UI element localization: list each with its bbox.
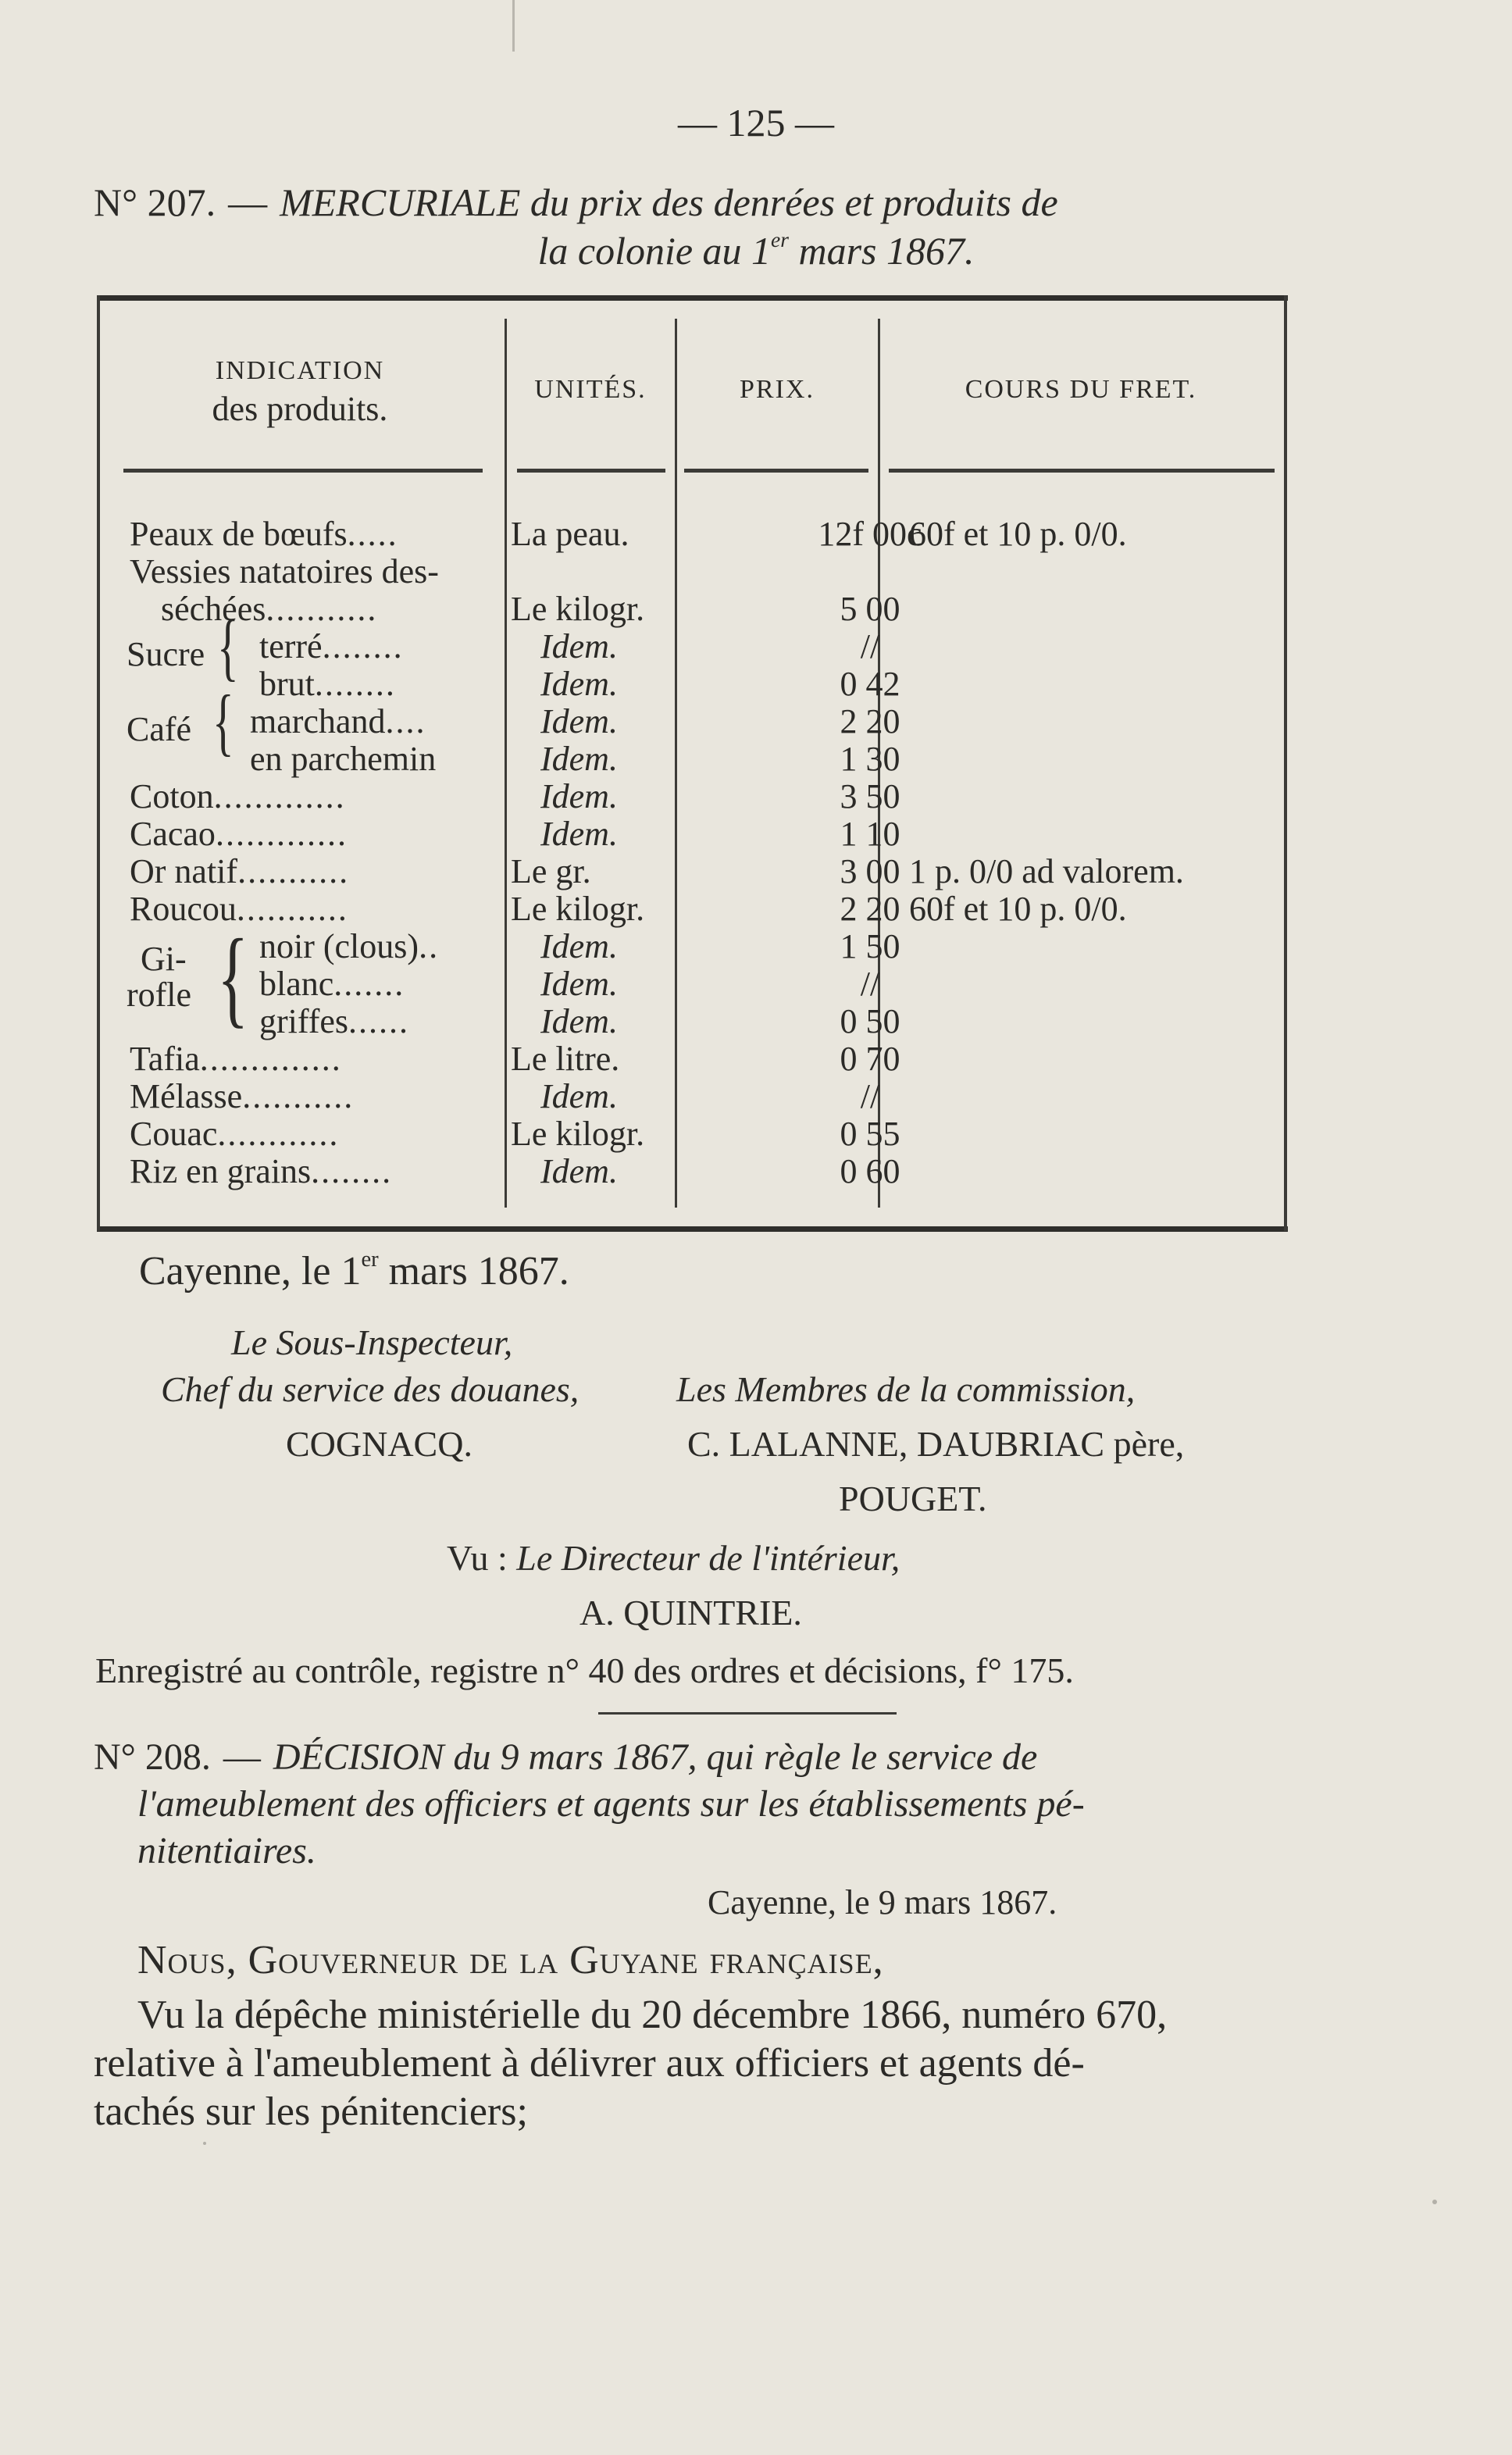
unit-cell: Le kilogr.	[511, 1115, 645, 1153]
group-girofle-line2: rofle	[127, 976, 192, 1014]
brace-cafe: {	[212, 680, 234, 763]
product-name	[130, 1151, 590, 1191]
place-date-suffix: mars 1867.	[378, 1249, 569, 1294]
price-cell: //	[860, 965, 880, 1003]
product-label: Vessies natatoires des-	[130, 552, 439, 591]
sig-left-title-1: Le Sous-Inspecteur,	[231, 1322, 513, 1362]
product-label: Couac	[130, 1115, 218, 1153]
table-row	[97, 776, 1288, 814]
decision-207-dash: —	[228, 180, 268, 224]
unit-cell: Idem.	[540, 815, 618, 853]
title-line2-sup: er	[771, 227, 789, 252]
table-row	[97, 1151, 1288, 1189]
product-label: Cacao	[130, 815, 216, 853]
leader-dots: ..	[419, 927, 440, 965]
price-cell: 0 42	[840, 665, 900, 703]
decision-208-place-date: Cayenne, le 9 mars 1867.	[708, 1883, 1057, 1922]
price-cell: 1 30	[840, 740, 900, 778]
table-row	[97, 1039, 1288, 1076]
product-label: Or natif	[130, 852, 238, 890]
unit-cell: Idem.	[540, 1002, 618, 1040]
header-indication-bottom: des produits.	[212, 390, 388, 428]
unit-cell: Idem.	[540, 1077, 618, 1115]
table-row	[97, 926, 1288, 964]
leader-dots: ...........	[266, 590, 378, 628]
product-name	[130, 814, 590, 854]
decision-207-number: N° 207.	[94, 180, 216, 224]
sig-left-name: COGNACQ.	[286, 1424, 472, 1464]
section-separator	[598, 1712, 897, 1715]
table-row	[97, 964, 1288, 1001]
vu-title: Le Directeur de l'intérieur,	[516, 1538, 900, 1578]
table-row	[97, 1114, 1288, 1151]
header-underline-price	[684, 469, 868, 473]
leader-dots: .....	[347, 515, 398, 553]
decision-207-heading	[94, 180, 1058, 225]
product-label: Coton	[130, 777, 214, 815]
leader-dots: ........	[322, 627, 404, 665]
price-cell: 3 00	[840, 852, 900, 890]
unit-cell: Idem.	[540, 627, 618, 665]
price-cell: 12f 00c	[818, 515, 922, 553]
page-number: — 125 —	[678, 101, 834, 145]
product-label: en parchemin	[250, 740, 437, 778]
table-row	[97, 851, 1288, 889]
table-row	[97, 514, 1288, 551]
product-label: séchées	[161, 590, 266, 628]
table-top-rule	[97, 295, 1288, 301]
price-cell: //	[860, 627, 880, 665]
table-row	[97, 551, 1288, 589]
leader-dots: ........	[311, 1152, 393, 1190]
leader-dots: ......	[348, 1002, 410, 1040]
leader-dots: ...........	[237, 852, 350, 890]
unit-cell: Idem.	[540, 702, 618, 740]
price-cell: 0 55	[840, 1115, 900, 1153]
decision-208-number: N° 208.	[94, 1736, 211, 1778]
registration-line: Enregistré au contrôle, registre n° 40 des ordres et décisions, f° 175.	[95, 1650, 1074, 1690]
table-row	[97, 739, 1288, 776]
leader-dots: ....	[385, 702, 426, 740]
unit-cell: Idem.	[540, 740, 618, 778]
unit-cell: Le gr.	[511, 852, 591, 890]
decision-208-para-line1: Vu la dépêche ministérielle du 20 décembre 1866, numéro 670,	[137, 1993, 1168, 2037]
product-label: brut	[259, 665, 315, 703]
price-cell: 1 50	[840, 927, 900, 965]
freight-cell: 60f et 10 p. 0/0.	[909, 890, 1127, 928]
price-cell: 3 50	[840, 777, 900, 815]
product-label: marchand	[250, 702, 386, 740]
unit-cell: Idem.	[540, 1152, 618, 1190]
decision-208-line1: DÉCISION du 9 mars 1867, qui règle le service de	[273, 1736, 1038, 1778]
place-date-207	[139, 1248, 569, 1294]
decision-208-para-line2: relative à l'ameublement à délivrer aux officiers et agents dé-	[94, 2041, 1085, 2086]
product-label: Tafia	[130, 1040, 200, 1078]
table-bottom-rule	[97, 1226, 1288, 1232]
header-underline-freight	[889, 469, 1275, 473]
unit-cell: Idem.	[540, 965, 618, 1003]
product-name	[130, 776, 590, 816]
product-label: Mélasse	[130, 1077, 243, 1115]
product-name	[130, 1076, 590, 1116]
price-cell: //	[860, 1077, 880, 1115]
product-label: Peaux de bœufs	[130, 515, 348, 553]
page-edge-mark	[512, 0, 515, 52]
paper-speck	[1432, 2200, 1437, 2204]
decision-208-line3: nitentiaires.	[137, 1830, 316, 1872]
unit-cell: Idem.	[540, 777, 618, 815]
decision-208-para-line3: tachés sur les pénitenciers;	[94, 2089, 528, 2134]
product-label: Roucou	[130, 890, 237, 928]
decision-207-title-line1: MERCURIALE du prix des denrées et produits de	[280, 180, 1058, 224]
table-row	[97, 889, 1288, 926]
leader-dots: .......	[333, 965, 405, 1003]
price-cell: 2 20	[840, 702, 900, 740]
sig-right-title: Les Membres de la commission,	[676, 1369, 1136, 1409]
vu-line	[447, 1537, 900, 1579]
decision-208-heading	[94, 1736, 1037, 1779]
header-indication-top: INDICATION	[215, 356, 385, 385]
unit-cell: Le litre.	[511, 1040, 620, 1078]
table-row	[97, 701, 1288, 739]
leader-dots: ..............	[199, 1040, 342, 1078]
vu-label: Vu :	[447, 1538, 508, 1578]
price-cell: 2 20	[840, 890, 900, 928]
price-cell: 0 70	[840, 1040, 900, 1078]
price-cell: 0 60	[840, 1152, 900, 1190]
leader-dots: .............	[215, 815, 348, 853]
leader-dots: ...........	[236, 890, 348, 928]
brace-girofle: {	[217, 917, 249, 1038]
price-table	[97, 295, 1288, 1233]
decision-208-opening: Nous, Gouverneur de la Guyane française,	[137, 1938, 884, 1982]
header-price: PRIX.	[740, 375, 815, 404]
freight-cell: 60f et 10 p. 0/0.	[909, 515, 1127, 553]
decision-208-line2: l'ameublement des officiers et agents sur les établissements pé-	[137, 1783, 1085, 1825]
product-name	[130, 551, 590, 591]
unit-cell: La peau.	[511, 515, 629, 553]
product-label: noir (clous)	[259, 927, 419, 965]
unit-cell: Idem.	[540, 665, 618, 703]
header-underline-units	[517, 469, 665, 473]
table-row	[97, 664, 1288, 701]
price-cell: 0 50	[840, 1002, 900, 1040]
title-line2-prefix: la colonie au 1	[537, 229, 772, 273]
header-freight: COURS DU FRET.	[965, 375, 1197, 404]
product-label: blanc	[259, 965, 334, 1003]
price-cell: 5 00	[840, 590, 900, 628]
leader-dots: ...........	[242, 1077, 355, 1115]
place-date-prefix: Cayenne, le 1	[139, 1249, 362, 1294]
unit-cell: Idem.	[540, 927, 618, 965]
product-label: terré	[259, 627, 323, 665]
group-sucre: Sucre	[127, 635, 205, 673]
place-date-sup: er	[361, 1247, 379, 1272]
table-row	[97, 814, 1288, 851]
product-label: griffes	[259, 1002, 349, 1040]
table-row	[97, 589, 1288, 626]
sig-right-names-1: C. LALANNE, DAUBRIAC père,	[687, 1424, 1185, 1464]
unit-cell: Le kilogr.	[511, 590, 645, 628]
sig-right-names-2: POUGET.	[839, 1479, 987, 1518]
group-cafe: Café	[127, 710, 192, 748]
leader-dots: ............	[217, 1115, 340, 1153]
title-line2-suffix: mars 1867.	[788, 229, 975, 273]
header-underline-indication	[123, 469, 483, 473]
leader-dots: ........	[314, 665, 396, 703]
unit-cell: Le kilogr.	[511, 890, 645, 928]
decision-207-title-line2	[0, 228, 1512, 273]
table-row	[97, 626, 1288, 664]
table-row	[97, 1001, 1288, 1039]
vu-name: A. QUINTRIE.	[579, 1593, 802, 1633]
table-row	[97, 1076, 1288, 1114]
price-cell: 1 10	[840, 815, 900, 853]
freight-cell: 1 p. 0/0 ad valorem.	[909, 852, 1184, 890]
group-girofle-line1: Gi-	[141, 940, 187, 978]
leader-dots: .............	[213, 777, 346, 815]
decision-208-dash: —	[223, 1736, 261, 1778]
paper-speck-2	[203, 2142, 206, 2145]
brace-sucre: {	[217, 605, 239, 688]
sig-left-title-2: Chef du service des douanes,	[161, 1369, 579, 1409]
product-label: Riz en grains	[130, 1152, 312, 1190]
header-units: UNITÉS.	[534, 375, 647, 404]
